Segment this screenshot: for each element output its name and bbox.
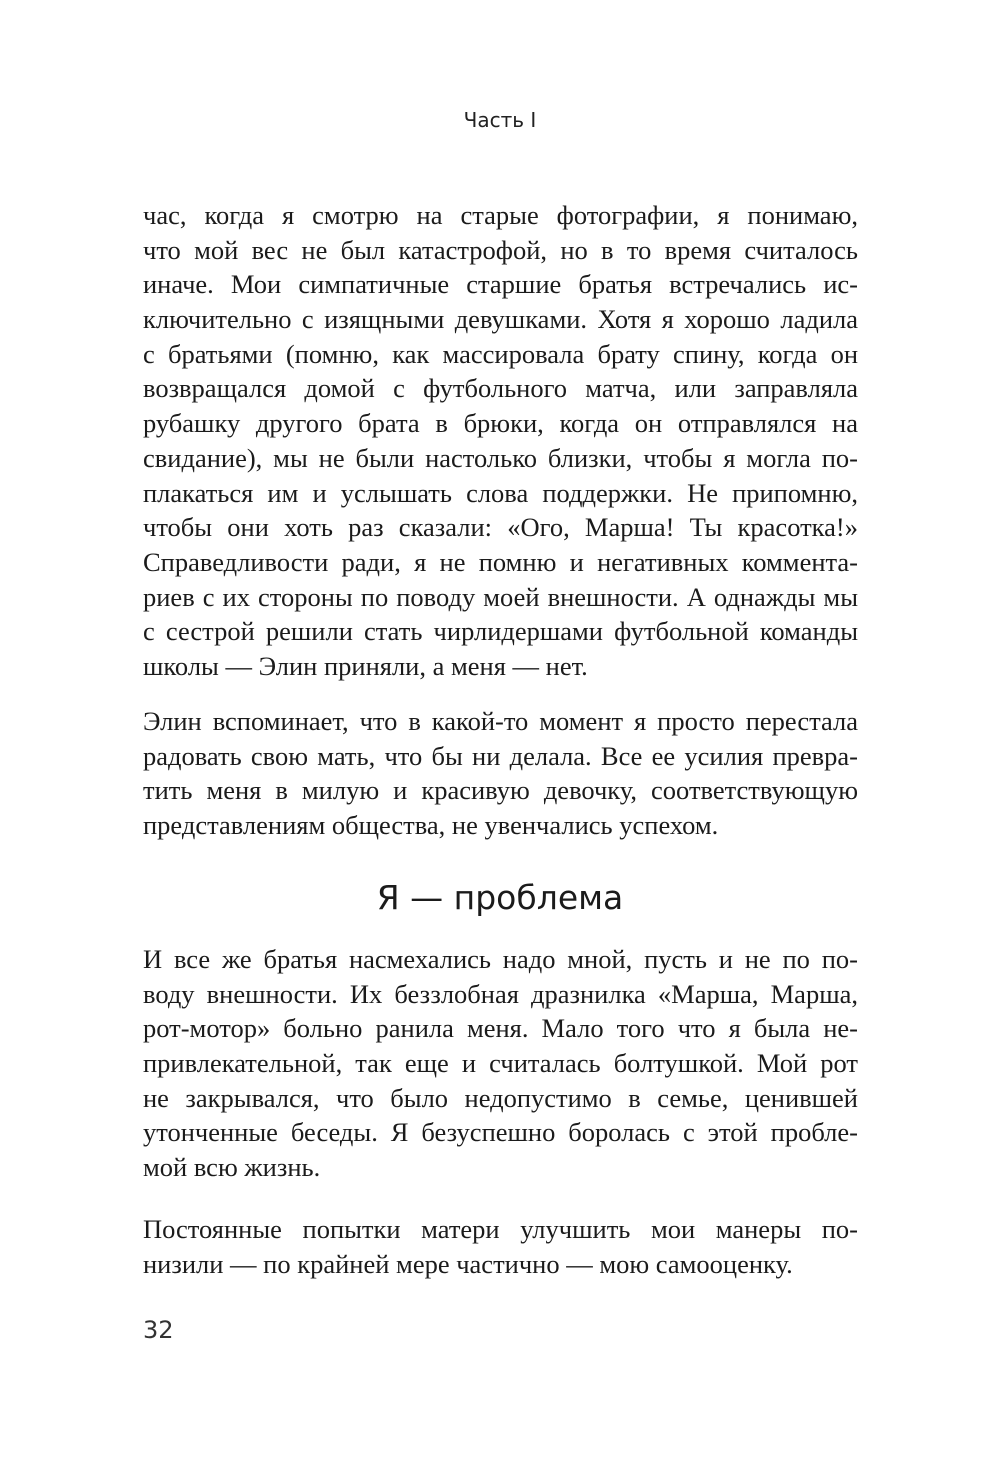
text-line: рот-мотор» больно ранила меня. Мало того что я была не- [143, 1013, 858, 1044]
text-line: возвращался домой с футбольного матча, или заправляла [143, 373, 858, 404]
text-line: Справедливости ради, я не помню и негативных коммента- [143, 546, 858, 577]
section-title: Я — проблема [376, 878, 624, 917]
text-line: И все же братья насмехались надо мной, пусть и не по по- [143, 944, 858, 974]
text-line: Постоянные попытки матери улучшить мои манеры по- [143, 1214, 858, 1244]
paragraph-4 [143, 1212, 858, 1281]
text-line: школы — Элин приняли, а меня — нет. [143, 650, 588, 681]
text-line: не закрывался, что было недопустимо в семье, ценившей [143, 1082, 858, 1113]
text-line: низили — по крайней мере частично — мою самооценку. [143, 1248, 793, 1279]
text-line: Элин вспоминает, что в какой-то момент я просто перестала [143, 706, 858, 736]
text-line: мой всю жизнь. [143, 1152, 321, 1183]
text-line: утонченные беседы. Я безуспешно боролась с этой пробле- [143, 1117, 858, 1148]
text-line: привлекательной, так еще и считалась болтушкой. Мой рот [143, 1048, 858, 1079]
paragraph-2 [143, 704, 858, 843]
page-number: 32 [143, 1316, 174, 1344]
text-line: рубашку другого брата в брюки, когда он отправлялся на [143, 408, 858, 439]
text-line: с сестрой решили стать чирлидершами футбольной команды [143, 616, 858, 647]
paragraph-1 [143, 198, 858, 684]
text-line: иначе. Мои симпатичные старшие братья встречались ис- [143, 269, 858, 300]
text-line: тить меня в милую и красивую девочку, соответствующую [143, 775, 858, 806]
text-line: ключительно с изящными девушками. Хотя я хорошо ладила [143, 304, 858, 335]
text-line: воду внешности. Их беззлобная дразнилка «Марша, Марша, [143, 978, 858, 1009]
text-line: что мой вес не был катастрофой, но в то время считалось [143, 234, 858, 265]
text-line: риев с их стороны по поводу моей внешности. А однажды мы [143, 581, 858, 612]
text-line: час, когда я смотрю на старые фотографии, я понимаю, [143, 200, 858, 230]
text-line: чтобы они хоть раз сказали: «Ого, Марша! Ты красотка!» [143, 512, 858, 543]
text-line: радовать свою мать, что бы ни делала. Все ее усилия превра- [143, 740, 858, 771]
text-line: с братьями (помню, как массировала брату спину, когда он [143, 338, 858, 369]
running-head: Часть I [463, 108, 537, 132]
text-line: свидание), мы не были настолько близки, чтобы я могла по- [143, 442, 858, 473]
text-line: представлениям общества, не увенчались успехом. [143, 810, 719, 841]
text-line: плакаться им и услышать слова поддержки. Не припомню, [143, 477, 858, 508]
paragraph-3 [143, 942, 858, 1185]
